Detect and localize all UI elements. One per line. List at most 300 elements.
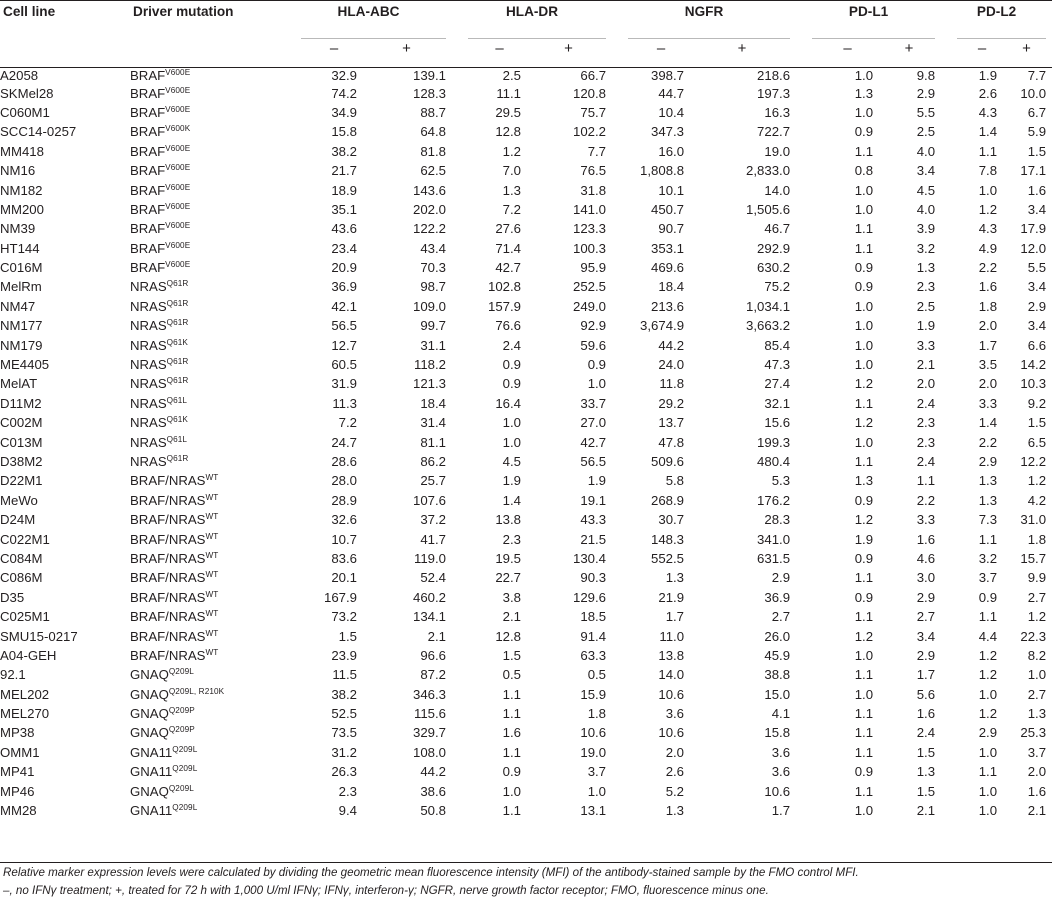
value-ifng-treated: 1.8 <box>587 706 607 722</box>
subheader-plus: + <box>1007 38 1052 64</box>
value-ifng-treated: 2.7 <box>916 609 936 625</box>
driver-gene: BRAF <box>130 68 166 84</box>
value-ifng-treated: 4.5 <box>916 182 936 198</box>
value-untreated: 3.8 <box>502 589 522 605</box>
value-untreated: 1.1 <box>854 454 874 469</box>
mutation-superscript: V600E <box>165 85 191 95</box>
value-untreated: 213.6 <box>651 298 685 314</box>
value-ifng-treated: 15.7 <box>1020 550 1047 566</box>
value-untreated: 1.9 <box>502 473 522 489</box>
mutation-superscript: Q209L <box>168 667 194 677</box>
value-ifng-treated: 43.4 <box>420 240 447 256</box>
value-ifng-treated: 292.9 <box>757 240 791 256</box>
driver-gene: BRAF <box>130 260 166 276</box>
driver-mutation <box>130 529 285 548</box>
value-untreated: 1.1 <box>854 609 874 625</box>
value-ifng-treated: 121.3 <box>413 376 447 392</box>
value-ifng-treated: 27.4 <box>764 376 791 392</box>
value-untreated: 1.1 <box>978 764 998 780</box>
value-untreated: 0.9 <box>978 589 998 605</box>
table-row <box>0 277 1052 296</box>
value-ifng-treated: 2.7 <box>1027 589 1047 605</box>
mutation-superscript: Q61R <box>166 298 189 308</box>
mutation-superscript: Q209L <box>172 744 198 754</box>
value-ifng-treated: 1,034.1 <box>746 298 791 314</box>
marker-expression-table <box>0 4 1052 820</box>
value-ifng-treated: 14.2 <box>1020 357 1047 373</box>
value-untreated: 10.6 <box>658 725 685 741</box>
value-ifng-treated: 199.3 <box>757 434 791 450</box>
value-untreated: 0.8 <box>854 163 874 179</box>
value-ifng-treated: 98.7 <box>420 279 447 295</box>
driver-mutation <box>130 646 285 665</box>
mutation-superscript: Q61R <box>166 376 189 386</box>
value-untreated: 347.3 <box>651 124 685 140</box>
value-ifng-treated: 31.8 <box>580 182 607 198</box>
value-untreated: 4.3 <box>978 221 998 237</box>
value-untreated: 353.1 <box>651 240 685 256</box>
driver-mutation <box>130 549 285 568</box>
value-ifng-treated: 19.1 <box>580 492 607 508</box>
value-untreated: 12.8 <box>495 628 522 644</box>
driver-mutation <box>130 200 285 219</box>
cell-line-name: NM179 <box>0 337 43 353</box>
value-ifng-treated: 44.2 <box>420 764 447 780</box>
driver-mutation <box>130 374 285 393</box>
value-untreated: 1.1 <box>854 221 874 237</box>
value-untreated: 73.5 <box>331 725 357 741</box>
value-untreated: 29.5 <box>495 104 522 120</box>
cell-line-name: C084M <box>0 550 43 566</box>
mutation-superscript: WT <box>205 609 219 619</box>
value-untreated: 0.9 <box>502 376 522 392</box>
driver-gene: GNA11 <box>130 764 173 780</box>
header-cell-line: Cell line <box>3 4 56 19</box>
value-ifng-treated: 2.2 <box>916 492 936 508</box>
value-ifng-treated: 1.3 <box>916 764 936 780</box>
value-untreated: 1.0 <box>978 783 998 799</box>
driver-mutation <box>130 665 285 684</box>
value-untreated: 44.7 <box>658 85 685 101</box>
subheader-plus: + <box>883 38 941 64</box>
driver-mutation <box>130 258 285 277</box>
value-untreated: 1.2 <box>978 706 998 722</box>
driver-gene: BRAF/NRAS <box>130 512 206 528</box>
cell-line-name: NM182 <box>0 182 43 198</box>
value-untreated: 1.0 <box>854 104 874 120</box>
value-untreated: 1.0 <box>854 803 874 819</box>
value-ifng-treated: 2.9 <box>771 570 791 586</box>
value-ifng-treated: 2,833.0 <box>746 163 791 179</box>
value-untreated: 13.8 <box>658 647 685 663</box>
value-untreated: 90.7 <box>658 221 685 237</box>
driver-mutation <box>130 122 285 141</box>
value-untreated: 2.2 <box>978 260 998 276</box>
footnote-mfi: Relative marker expression levels were calculated by dividing the geometric mean fluorescence intensity (MFI) of the antibody-stained sample by the FMO control MFI. <box>3 866 859 879</box>
value-ifng-treated: 252.5 <box>573 279 607 295</box>
value-ifng-treated: 4.2 <box>1027 492 1047 508</box>
value-ifng-treated: 70.3 <box>420 260 447 276</box>
value-untreated: 1.6 <box>502 725 522 741</box>
value-ifng-treated: 2.0 <box>1027 764 1047 780</box>
value-untreated: 1.1 <box>502 803 522 819</box>
value-ifng-treated: 1.0 <box>1027 667 1047 683</box>
value-ifng-treated: 630.2 <box>757 260 791 276</box>
driver-gene: BRAF <box>130 201 166 217</box>
mutation-superscript: V600K <box>165 124 191 134</box>
cell-line-name: MelRm <box>0 279 42 295</box>
cell-line-name: SKMel28 <box>0 85 54 101</box>
cell-line-name: MM418 <box>0 143 44 159</box>
driver-mutation <box>130 743 285 762</box>
mutation-superscript: Q61R <box>166 454 189 463</box>
cell-line-name: MM28 <box>0 803 37 819</box>
value-ifng-treated: 1.5 <box>916 783 936 799</box>
value-ifng-treated: 18.5 <box>580 609 607 625</box>
driver-gene: GNA11 <box>130 803 173 819</box>
value-untreated: 7.2 <box>338 415 357 431</box>
value-untreated: 32.9 <box>331 68 357 84</box>
value-ifng-treated: 2.5 <box>916 298 936 314</box>
cell-line-name: ME4405 <box>0 357 50 373</box>
value-untreated: 2.0 <box>978 376 998 392</box>
value-ifng-treated: 2.4 <box>916 725 936 741</box>
value-ifng-treated: 2.1 <box>1027 803 1047 819</box>
value-untreated: 4.4 <box>978 628 998 644</box>
value-ifng-treated: 1.3 <box>1027 706 1047 722</box>
cell-line-name: OMM1 <box>0 744 40 760</box>
value-ifng-treated: 90.3 <box>580 570 607 586</box>
driver-mutation <box>130 568 285 587</box>
value-ifng-treated: 32.1 <box>764 395 791 411</box>
value-untreated: 1.2 <box>854 376 874 392</box>
driver-mutation <box>130 491 285 510</box>
value-ifng-treated: 31.1 <box>420 337 447 353</box>
value-untreated: 11.1 <box>496 85 522 101</box>
mutation-superscript: WT <box>205 589 219 599</box>
value-untreated: 2.0 <box>978 318 998 334</box>
value-untreated: 24.0 <box>658 357 685 373</box>
value-untreated: 20.9 <box>331 260 357 276</box>
subheader-minus: – <box>796 38 883 64</box>
value-ifng-treated: 460.2 <box>413 589 447 605</box>
value-untreated: 42.1 <box>331 298 357 314</box>
value-untreated: 2.6 <box>978 85 998 101</box>
value-ifng-treated: 26.0 <box>764 628 791 644</box>
value-ifng-treated: 218.6 <box>757 68 791 84</box>
value-untreated: 1.9 <box>854 531 874 547</box>
cell-line-name: NM177 <box>0 318 43 334</box>
value-ifng-treated: 3.2 <box>916 240 936 256</box>
value-untreated: 552.5 <box>651 550 685 566</box>
driver-gene: BRAF/NRAS <box>130 647 206 663</box>
driver-mutation <box>130 781 285 800</box>
value-untreated: 1.1 <box>978 609 998 625</box>
driver-gene: BRAF <box>130 240 166 256</box>
driver-mutation <box>130 432 285 451</box>
driver-mutation <box>130 64 285 83</box>
subheader-row <box>0 38 1052 64</box>
value-ifng-treated: 139.1 <box>413 68 447 84</box>
value-ifng-treated: 1.5 <box>1027 143 1047 159</box>
driver-mutation <box>130 452 285 471</box>
cell-line-name: C016M <box>0 260 43 276</box>
value-untreated: 23.9 <box>331 647 357 663</box>
value-untreated: 4.3 <box>978 104 998 120</box>
value-untreated: 1.0 <box>502 783 522 799</box>
value-ifng-treated: 5.5 <box>916 104 936 120</box>
value-ifng-treated: 3.7 <box>1027 744 1047 760</box>
value-ifng-treated: 134.1 <box>413 609 447 625</box>
subheader-plus: + <box>694 38 796 64</box>
value-untreated: 0.9 <box>854 260 874 276</box>
driver-mutation <box>130 142 285 161</box>
value-untreated: 1.0 <box>854 318 874 334</box>
value-ifng-treated: 176.2 <box>757 492 791 508</box>
driver-gene: BRAF <box>130 143 166 159</box>
value-untreated: 450.7 <box>651 201 685 217</box>
value-ifng-treated: 2.9 <box>1027 298 1047 314</box>
value-untreated: 10.4 <box>658 104 685 120</box>
value-untreated: 1.0 <box>502 415 522 431</box>
cell-line-name: C022M1 <box>0 531 50 547</box>
value-untreated: 28.6 <box>331 454 357 469</box>
driver-gene: NRAS <box>130 337 167 353</box>
value-untreated: 102.8 <box>488 279 522 295</box>
cell-line-name: D38M2 <box>0 454 43 469</box>
value-ifng-treated: 141.0 <box>573 201 607 217</box>
table-row <box>0 529 1052 548</box>
value-untreated: 19.5 <box>495 550 522 566</box>
value-untreated: 1.1 <box>502 706 522 722</box>
value-untreated: 1.1 <box>854 395 874 411</box>
table-row <box>0 122 1052 141</box>
mutation-superscript: WT <box>205 492 219 502</box>
value-untreated: 469.6 <box>651 260 685 276</box>
value-ifng-treated: 100.3 <box>573 240 607 256</box>
value-ifng-treated: 22.3 <box>1020 628 1047 644</box>
value-ifng-treated: 96.6 <box>420 647 447 663</box>
value-untreated: 2.1 <box>502 609 522 625</box>
value-untreated: 0.9 <box>854 550 874 566</box>
table-row <box>0 801 1052 820</box>
cell-line-name: C002M <box>0 415 43 431</box>
driver-gene: NRAS <box>130 298 167 314</box>
value-untreated: 22.7 <box>495 570 522 586</box>
cell-line-name: D24M <box>0 512 36 528</box>
value-ifng-treated: 5.5 <box>1027 260 1047 276</box>
mutation-superscript: Q209P <box>168 706 195 716</box>
value-untreated: 3.7 <box>978 570 998 586</box>
value-ifng-treated: 10.6 <box>764 783 791 799</box>
driver-mutation <box>130 607 285 626</box>
value-ifng-treated: 6.7 <box>1027 104 1047 120</box>
value-untreated: 1.2 <box>978 201 998 217</box>
subheader-minus: – <box>941 38 1007 64</box>
mutation-superscript: Q209L, R210K <box>168 686 225 696</box>
table-row <box>0 239 1052 258</box>
value-ifng-treated: 87.2 <box>420 667 447 683</box>
value-ifng-treated: 249.0 <box>573 298 607 314</box>
cell-line-name: NM16 <box>0 163 36 179</box>
table-row <box>0 646 1052 665</box>
value-untreated: 30.7 <box>658 512 685 528</box>
value-ifng-treated: 88.7 <box>420 104 447 120</box>
driver-mutation <box>130 685 285 704</box>
bottom-rule <box>0 862 1052 863</box>
table-row <box>0 549 1052 568</box>
value-untreated: 1.9 <box>978 68 998 84</box>
value-ifng-treated: 25.7 <box>420 473 447 489</box>
cell-line-name: MEL202 <box>0 686 50 702</box>
value-ifng-treated: 123.3 <box>573 221 607 237</box>
footnote-abbreviations: –, no IFNγ treatment; +, treated for 72 h with 1,000 U/ml IFNγ; IFNγ, interferon-γ; NGFR, nerve growth factor receptor; FMO, fluorescence minus one. <box>3 884 769 897</box>
value-ifng-treated: 4.6 <box>916 550 936 566</box>
value-untreated: 1.0 <box>978 182 998 198</box>
value-ifng-treated: 3.3 <box>916 512 936 528</box>
value-untreated: 1.4 <box>978 124 998 140</box>
subheader-minus: – <box>285 38 367 64</box>
value-ifng-treated: 1.2 <box>1027 609 1047 625</box>
value-untreated: 26.3 <box>331 764 357 780</box>
value-ifng-treated: 19.0 <box>580 744 607 760</box>
driver-mutation <box>130 394 285 413</box>
value-ifng-treated: 3.6 <box>771 744 791 760</box>
value-untreated: 148.3 <box>651 531 685 547</box>
value-untreated: 73.2 <box>331 609 357 625</box>
value-untreated: 10.6 <box>658 686 685 702</box>
value-untreated: 1.5 <box>502 647 522 663</box>
value-untreated: 1.0 <box>854 686 874 702</box>
value-ifng-treated: 2.3 <box>916 279 936 295</box>
value-untreated: 7.2 <box>502 201 522 217</box>
value-ifng-treated: 2.5 <box>916 124 936 140</box>
mutation-superscript: V600E <box>165 240 191 250</box>
value-untreated: 1.2 <box>978 667 998 683</box>
value-ifng-treated: 2.7 <box>1027 686 1047 702</box>
driver-gene: NRAS <box>130 318 167 334</box>
value-ifng-treated: 10.3 <box>1020 376 1047 392</box>
subheader-minus: – <box>452 38 531 64</box>
value-untreated: 1.2 <box>854 512 874 528</box>
cell-line-name: MEL270 <box>0 706 50 722</box>
value-untreated: 3.3 <box>978 395 998 411</box>
value-ifng-treated: 12.0 <box>1020 240 1047 256</box>
value-ifng-treated: 42.7 <box>580 434 607 450</box>
value-untreated: 0.9 <box>854 492 874 508</box>
driver-gene: GNAQ <box>130 706 169 722</box>
mutation-superscript: Q209L <box>172 803 198 813</box>
value-untreated: 1.8 <box>978 298 998 314</box>
cell-line-name: C060M1 <box>0 104 50 120</box>
value-ifng-treated: 10.6 <box>580 725 607 741</box>
value-untreated: 2.0 <box>665 744 685 760</box>
value-ifng-treated: 1.7 <box>916 667 936 683</box>
value-untreated: 36.9 <box>331 279 357 295</box>
table-row <box>0 258 1052 277</box>
mutation-superscript: Q61K <box>166 415 188 425</box>
value-ifng-treated: 3,663.2 <box>746 318 791 334</box>
value-ifng-treated: 47.3 <box>764 357 791 373</box>
value-untreated: 12.8 <box>495 124 522 140</box>
value-ifng-treated: 128.3 <box>413 85 447 101</box>
cell-line-name: D11M2 <box>0 395 42 411</box>
value-ifng-treated: 2.4 <box>916 395 936 411</box>
driver-mutation <box>130 277 285 296</box>
value-ifng-treated: 1.0 <box>587 783 607 799</box>
value-ifng-treated: 15.8 <box>764 725 791 741</box>
value-untreated: 23.4 <box>331 240 357 256</box>
value-ifng-treated: 14.0 <box>764 182 791 198</box>
value-ifng-treated: 28.3 <box>764 512 791 528</box>
value-ifng-treated: 17.1 <box>1020 163 1047 179</box>
value-ifng-treated: 202.0 <box>413 201 447 217</box>
driver-gene: BRAF/NRAS <box>130 473 206 489</box>
cell-line-name: MP38 <box>0 725 35 741</box>
mutation-superscript: V600E <box>165 182 191 192</box>
value-ifng-treated: 0.5 <box>587 667 607 683</box>
value-ifng-treated: 1.9 <box>587 473 607 489</box>
table-row <box>0 704 1052 723</box>
mutation-superscript: Q209L <box>168 783 194 793</box>
value-untreated: 10.1 <box>658 182 685 198</box>
mutation-superscript: V600E <box>165 143 191 153</box>
driver-mutation <box>130 626 285 645</box>
value-ifng-treated: 2.7 <box>771 609 791 625</box>
driver-gene: BRAF/NRAS <box>130 570 206 586</box>
mutation-superscript: WT <box>205 628 219 638</box>
value-untreated: 10.7 <box>331 531 357 547</box>
value-untreated: 28.0 <box>331 473 357 489</box>
value-ifng-treated: 1.6 <box>1027 783 1047 799</box>
value-ifng-treated: 120.8 <box>573 85 607 101</box>
value-ifng-treated: 8.2 <box>1027 647 1047 663</box>
table-row <box>0 64 1052 83</box>
value-untreated: 74.2 <box>331 85 357 101</box>
value-untreated: 42.7 <box>495 260 522 276</box>
value-ifng-treated: 45.9 <box>764 647 791 663</box>
value-untreated: 16.0 <box>658 143 685 159</box>
mutation-superscript: WT <box>205 550 219 560</box>
cell-line-name: SMU15-0217 <box>0 628 78 644</box>
value-untreated: 157.9 <box>488 298 522 314</box>
driver-mutation <box>130 239 285 258</box>
value-untreated: 9.4 <box>338 803 357 819</box>
driver-gene: BRAF <box>130 221 166 237</box>
value-ifng-treated: 85.4 <box>764 337 791 353</box>
table-row <box>0 413 1052 432</box>
value-ifng-treated: 91.4 <box>580 628 607 644</box>
table-row <box>0 355 1052 374</box>
table-row <box>0 723 1052 742</box>
value-untreated: 1,808.8 <box>640 163 685 179</box>
mutation-superscript: WT <box>205 570 219 580</box>
value-ifng-treated: 480.4 <box>757 454 791 469</box>
table-row <box>0 491 1052 510</box>
driver-gene: NRAS <box>130 357 167 373</box>
value-ifng-treated: 3.9 <box>916 221 936 237</box>
table-row <box>0 200 1052 219</box>
value-ifng-treated: 2.1 <box>916 357 936 373</box>
mutation-superscript: V600E <box>165 104 191 114</box>
value-ifng-treated: 76.5 <box>580 163 607 179</box>
value-ifng-treated: 27.0 <box>580 415 607 431</box>
value-ifng-treated: 3.6 <box>771 764 791 780</box>
cell-line-name: SCC14-0257 <box>0 124 77 140</box>
header-pd-l2: PD-L2 <box>976 4 1017 19</box>
value-untreated: 76.6 <box>495 318 522 334</box>
value-untreated: 1.3 <box>502 182 522 198</box>
